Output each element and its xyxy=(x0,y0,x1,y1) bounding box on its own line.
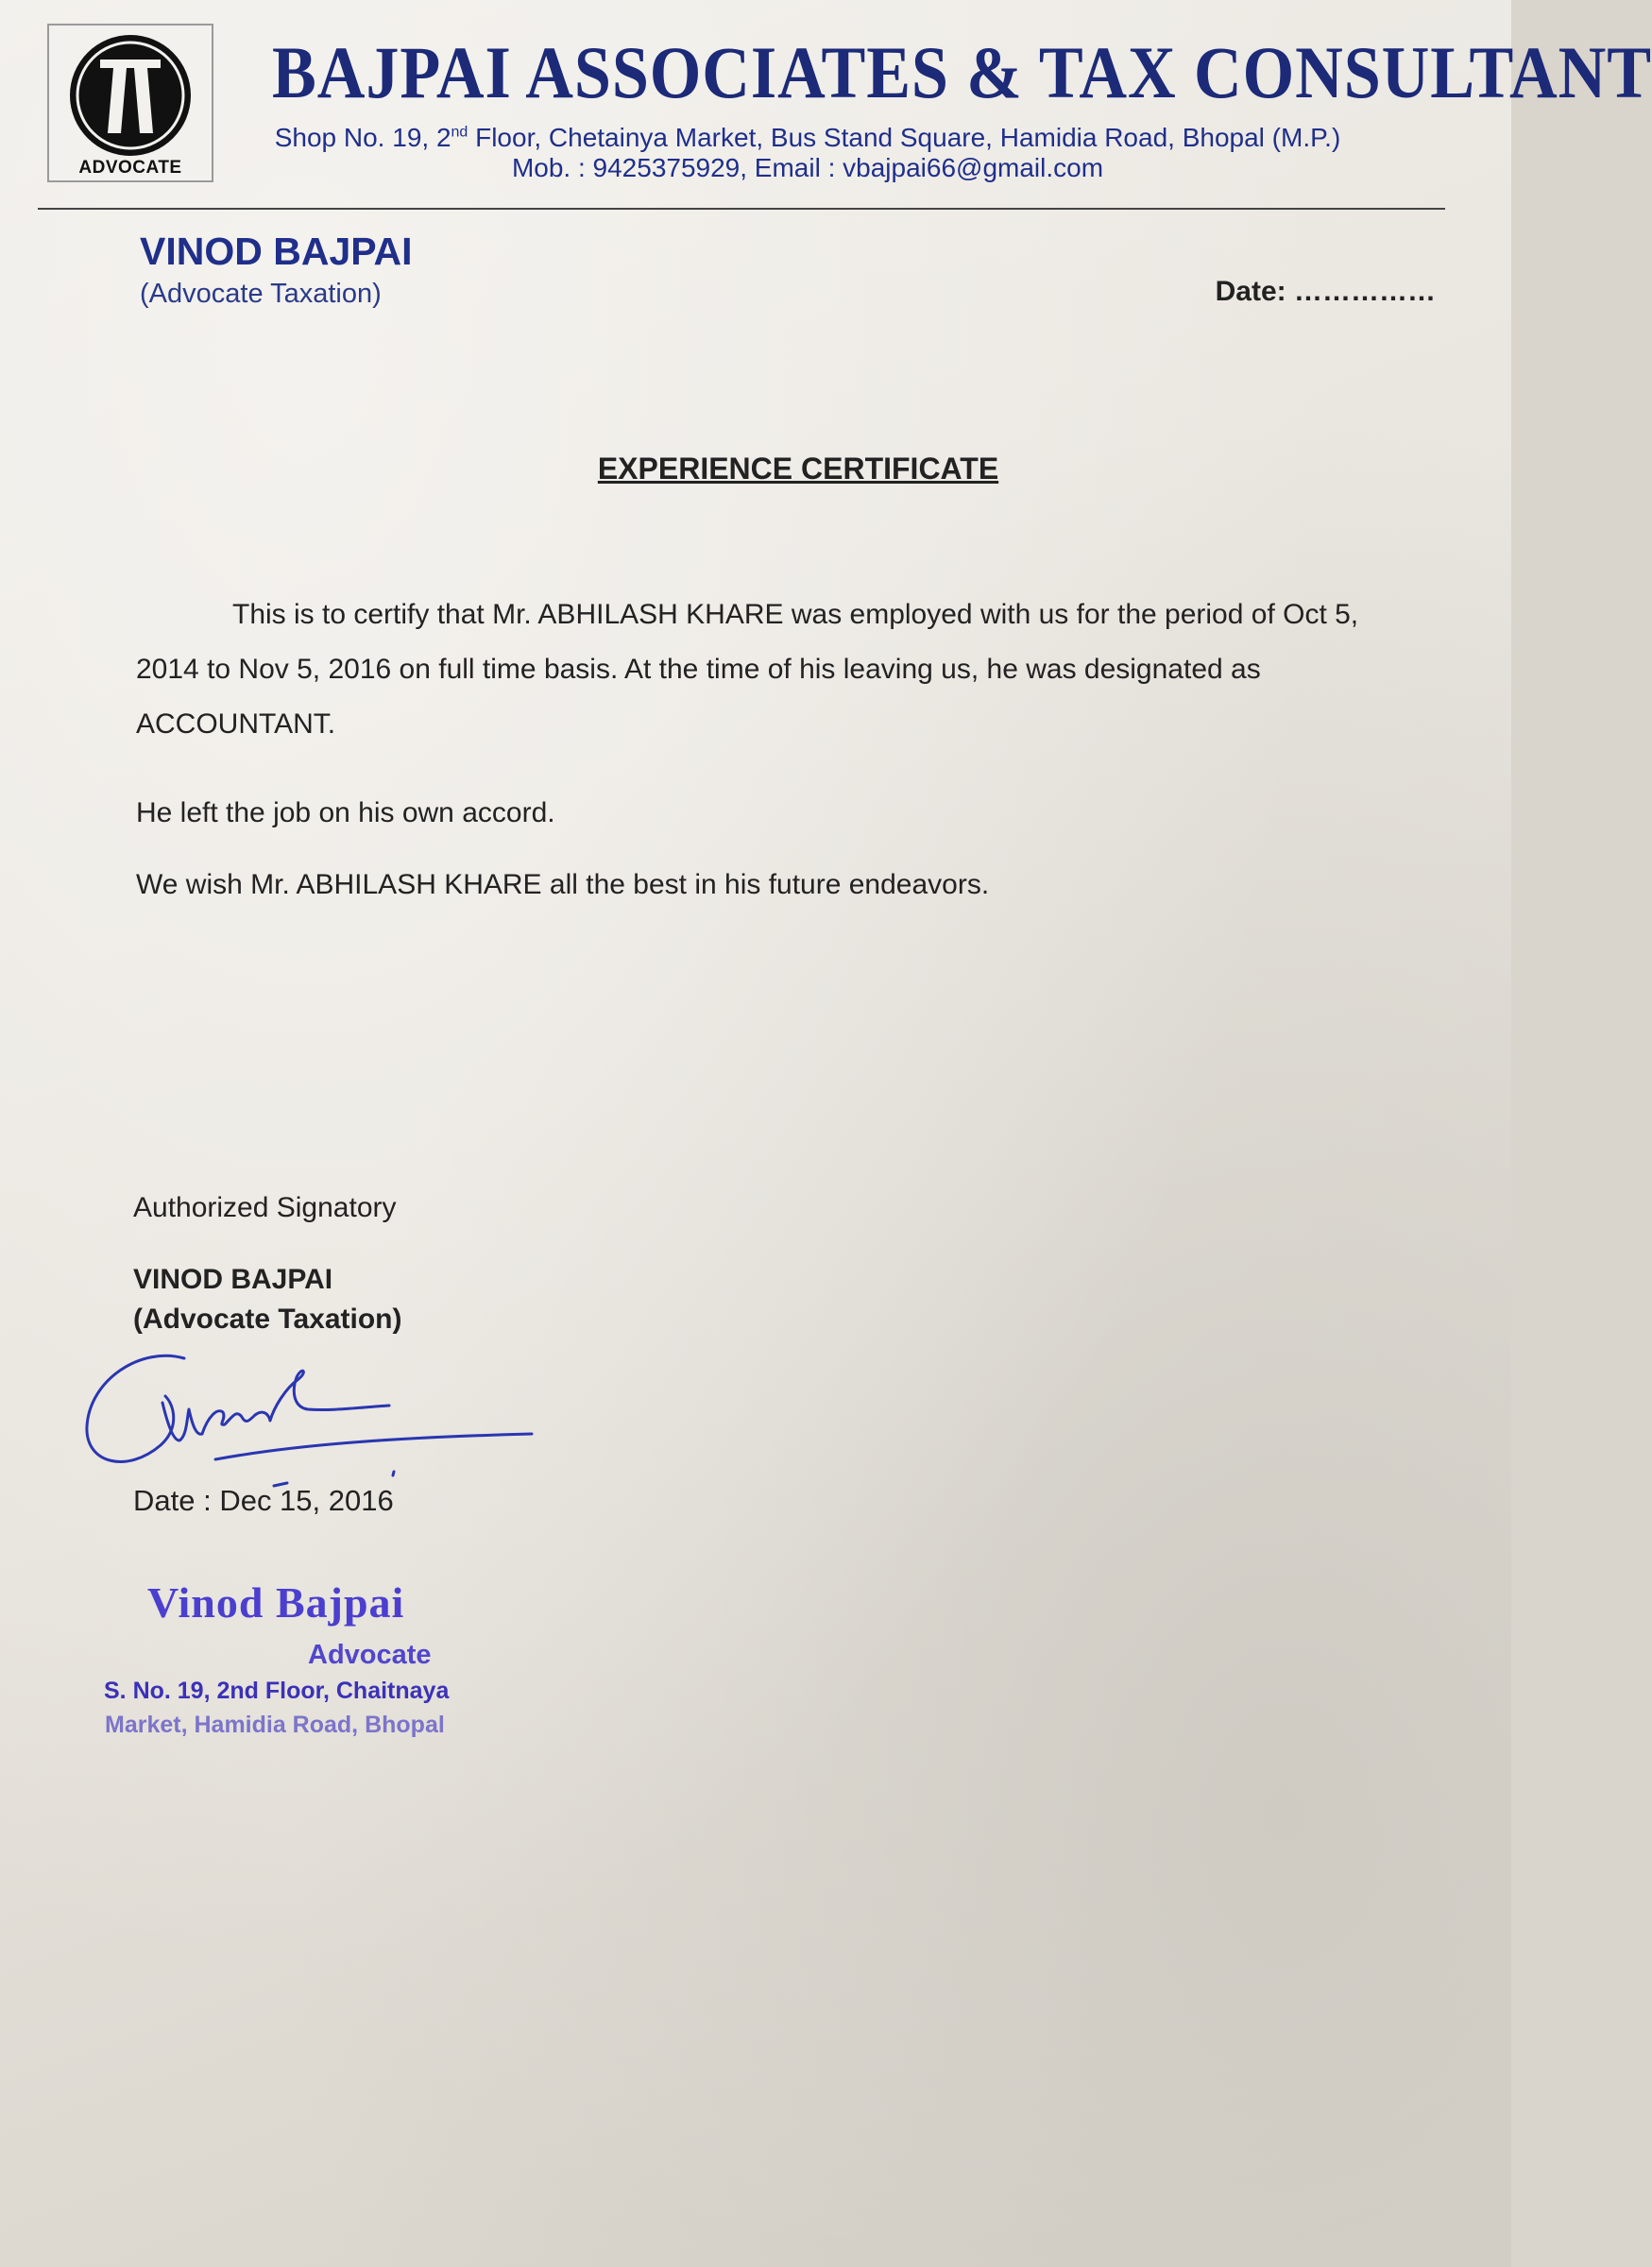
advocate-emblem-icon xyxy=(66,31,195,160)
header-divider xyxy=(38,208,1445,210)
address-part: Shop No. 19, 2 xyxy=(274,123,451,152)
signatory-label: Authorized Signatory xyxy=(133,1192,397,1223)
certificate-paragraph: This is to certify that Mr. ABHILASH KHARE was employed with us for the period of Oct 5, 2014 to Nov 5, 2016 on full time basis. At the time of his leaving us, he was designated as ACCOUNTANT. xyxy=(136,599,1359,740)
contact-line: Mob. : 9425375929, Email : vbajpai66@gmail.com xyxy=(511,153,1104,183)
address-line xyxy=(217,123,1398,153)
stamp-role: Advocate xyxy=(308,1640,432,1670)
signatory-title: (Advocate Taxation) xyxy=(133,1304,402,1335)
certificate-paragraph: He left the job on his own accord. xyxy=(136,797,555,828)
certificate-paragraph: We wish Mr. ABHILASH KHARE all the best in his future endeavors. xyxy=(136,869,990,900)
stamp-address-line: S. No. 19, 2nd Floor, Chaitnaya xyxy=(104,1678,450,1704)
handwritten-signature xyxy=(76,1322,548,1492)
advocate-logo xyxy=(47,24,213,182)
firm-name: BAJPAI ASSOCIATES & TAX CONSULTANT xyxy=(272,31,1652,113)
address-superscript: nd xyxy=(451,124,468,141)
signature-date: Date : Dec 15, 2016 xyxy=(133,1484,394,1517)
sender-name: VINOD BAJPAI xyxy=(140,230,413,273)
sender-title: (Advocate Taxation) xyxy=(140,279,382,309)
address-part: Floor, Chetainya Market, Bus Stand Square, Hamidia Road, Bhopal (M.P.) xyxy=(468,123,1341,152)
date-field: Date: …………… xyxy=(1215,276,1436,307)
certificate-title: EXPERIENCE CERTIFICATE xyxy=(597,452,999,486)
firm-address xyxy=(217,123,1398,183)
stamp-address-line: Market, Hamidia Road, Bhopal xyxy=(105,1712,445,1738)
logo-label: ADVOCATE xyxy=(78,158,182,178)
stamp-name: Vinod Bajpai xyxy=(147,1578,405,1627)
signatory-name: VINOD BAJPAI xyxy=(133,1264,333,1295)
